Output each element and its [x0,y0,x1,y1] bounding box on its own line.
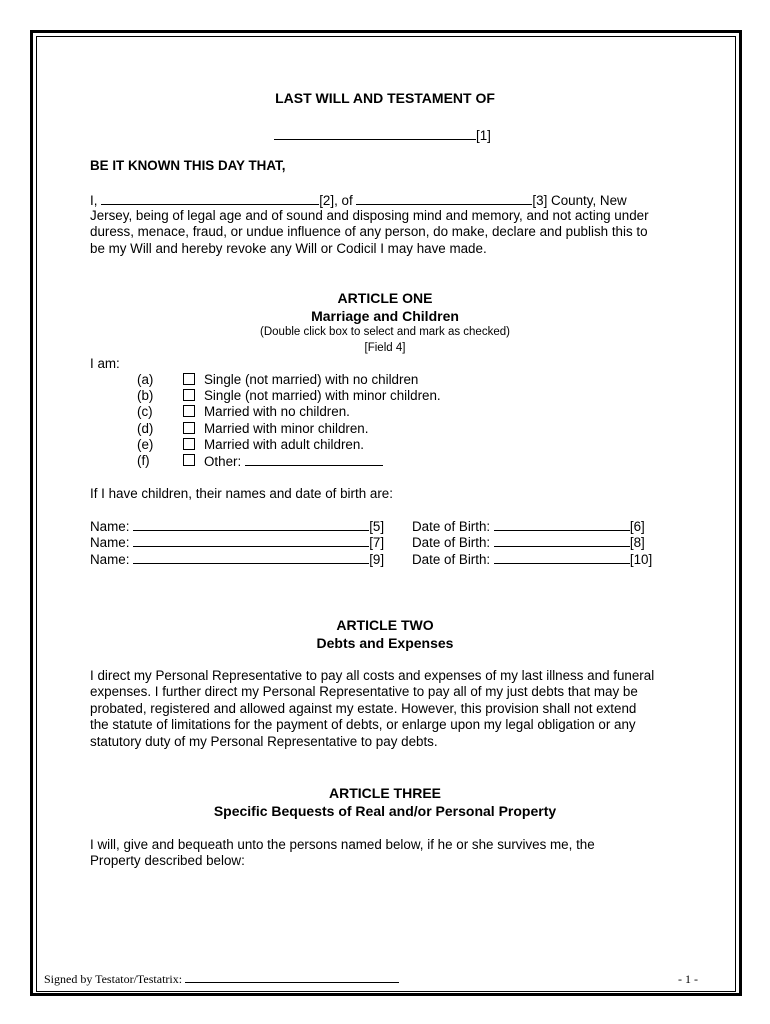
known-heading: BE IT KNOWN THIS DAY THAT, [90,158,286,173]
intro-line-3: duress, menace, fraud, or undue influence of any person, do make, declare and publish this to [90,224,648,239]
child-dob [412,518,645,534]
field-3-label: [3] County, New [532,193,627,208]
option-d-checkbox[interactable] [183,422,195,434]
option-letter: (a) [137,372,154,387]
testator-signature-line[interactable] [185,972,399,983]
option-text: Other: [204,454,242,469]
child-row [90,518,384,534]
article-two-line: expenses. I further direct my Personal Representative to pay all of my just debts that may be [90,684,638,699]
article-one-heading: ARTICLE ONE [337,290,433,306]
option-letter: (c) [137,404,153,419]
other-status-line[interactable] [245,453,383,466]
field-2-label: [2], of [319,193,353,208]
signature-footer [44,972,399,987]
child-name-field: [9] [369,552,385,567]
article-two-line: the statute of limitations for the payment of debts, or enlarge upon my legal obligation or any [90,717,636,732]
dob-field: [6] [629,519,645,534]
option-letter: (d) [137,421,154,436]
child-dob [412,551,652,567]
county-line[interactable] [356,192,532,205]
dob-field: [8] [629,535,645,550]
intro-line-1 [90,192,627,208]
article-two-line: I direct my Personal Representative to pay all costs and expenses of my last illness and funeral [90,668,655,683]
child-row [90,551,384,567]
dob-line[interactable] [494,534,630,547]
option-a-checkbox[interactable] [183,373,195,385]
child-name-label: Name: [90,519,130,534]
children-prompt: If I have children, their names and date of birth are: [90,486,393,501]
article-two-heading: ARTICLE TWO [336,617,434,633]
signed-by-label: Signed by Testator/Testatrix: [44,972,183,986]
option-letter: (f) [137,453,150,468]
dob-line[interactable] [494,551,630,564]
testator-name-field[interactable] [274,127,491,143]
option-other [204,453,383,469]
option-text: Married with minor children. [204,421,369,436]
intro-line-4: be my Will and hereby revoke any Will or Codicil I may have made. [90,241,487,256]
article-one-subheading: Marriage and Children [311,308,459,324]
article-two-line: statutory duty of my Personal Representative to pay debts. [90,734,438,749]
declarant-name-line[interactable] [101,192,319,205]
article-three-line: Property described below: [90,853,245,868]
child-name-line[interactable] [133,534,369,547]
article-three-subheading: Specific Bequests of Real and/or Personal Property [213,803,557,819]
child-row [90,534,384,550]
option-b-checkbox[interactable] [183,389,195,401]
option-e-checkbox[interactable] [183,438,195,450]
child-name-field: [7] [369,535,385,550]
option-c-checkbox[interactable] [183,405,195,417]
option-text: Married with no children. [204,404,350,419]
intro-line-2: Jersey, being of legal age and of sound and disposing mind and memory, and not acting under [90,208,649,223]
child-dob [412,534,645,550]
child-name-label: Name: [90,552,130,567]
dob-field: [10] [629,552,653,567]
article-two-line: probated, registered and allowed against my estate. However, this provision shall not extend [90,701,637,716]
option-letter: (e) [137,437,154,452]
article-two-subheading: Debts and Expenses [316,635,454,651]
dob-label: Date of Birth: [412,519,491,534]
option-text: Single (not married) with minor children. [204,388,441,403]
dob-line[interactable] [494,518,630,531]
dob-label: Date of Birth: [412,535,491,550]
field-1-label: [1] [476,128,491,143]
child-name-line[interactable] [133,551,369,564]
option-text: Married with adult children. [204,437,365,452]
child-name-label: Name: [90,535,130,550]
dob-label: Date of Birth: [412,552,491,567]
option-f-checkbox[interactable] [183,454,195,466]
option-letter: (b) [137,388,154,403]
checkbox-instruction-note: (Double click box to select and mark as checked) [260,326,510,338]
page-number: - 1 - [678,972,698,986]
i-am-label: I am: [90,356,120,371]
article-three-heading: ARTICLE THREE [329,785,441,801]
testator-name-line[interactable] [274,127,476,140]
child-name-field: [5] [369,519,385,534]
document-title: LAST WILL AND TESTAMENT OF [275,90,495,106]
child-name-line[interactable] [133,518,369,531]
option-text: Single (not married) with no children [204,372,419,387]
article-three-line: I will, give and bequeath unto the persons named below, if he or she survives me, the [90,837,595,852]
field-4-note: [Field 4] [364,342,406,354]
i-label: I, [90,193,98,208]
